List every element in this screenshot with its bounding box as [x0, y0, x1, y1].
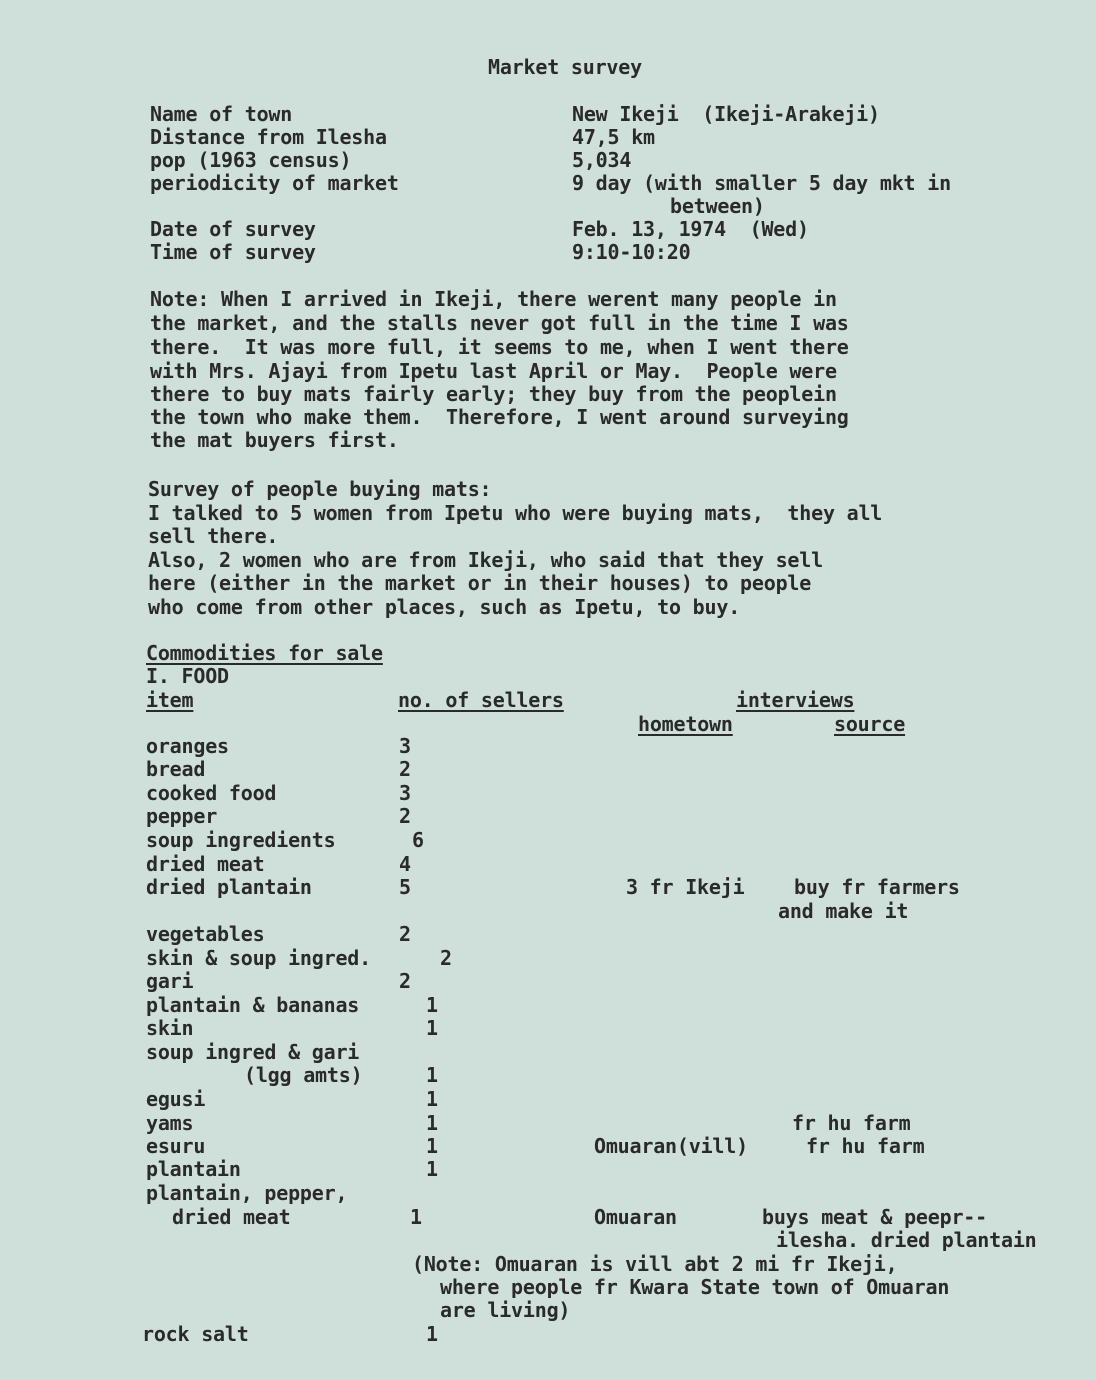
- value-periodicity-cont: between): [670, 194, 765, 218]
- row-item: plantain & bananas: [146, 993, 360, 1017]
- row-sellers: 2: [440, 946, 452, 970]
- row-item: skin: [146, 1016, 194, 1040]
- row-source-cont: ilesha. dried plantain: [776, 1228, 1037, 1252]
- mat-survey-line: I talked to 5 women from Ipetu who were buying mats, they all: [148, 501, 883, 525]
- row-sellers: 2: [399, 969, 411, 993]
- omuaran-note-line: are living): [440, 1298, 571, 1322]
- row-hometown: 3 fr Ikeji: [626, 875, 745, 899]
- col-source-header: source: [834, 712, 906, 736]
- label-distance: Distance from Ilesha: [150, 125, 387, 149]
- row-sellers: 1: [426, 1134, 438, 1158]
- label-time-of-survey: Time of survey: [150, 240, 316, 264]
- note-line: Note: When I arrived in Ikeji, there werent many people in: [150, 287, 837, 311]
- row-item: cooked food: [146, 781, 277, 805]
- row-sellers: 1: [426, 1157, 438, 1181]
- col-interviews-header: interviews: [736, 688, 855, 712]
- label-name-of-town: Name of town: [150, 102, 293, 126]
- value-time-of-survey: 9:10-10:20: [572, 240, 691, 264]
- row-item: oranges: [146, 734, 229, 758]
- row-item: dried plantain: [146, 875, 312, 899]
- mat-survey-line: here (either in the market or in their houses) to people: [148, 571, 812, 595]
- row-source: fr hu farm: [806, 1134, 925, 1158]
- value-distance: 47,5 km: [572, 125, 655, 149]
- note-line: there. It was more full, it seems to me, when I went there: [150, 335, 849, 359]
- value-name-of-town: New Ikeji (Ikeji-Arakeji): [572, 102, 880, 126]
- row-item: rock salt: [142, 1322, 249, 1346]
- note-line: the mat buyers first.: [150, 428, 399, 452]
- row-source: buy fr farmers: [794, 875, 960, 899]
- row-sellers: 1: [426, 1016, 438, 1040]
- label-population: pop (1963 census): [150, 148, 352, 172]
- row-item: egusi: [146, 1087, 206, 1111]
- row-hometown: Omuaran(vill): [594, 1134, 748, 1158]
- mat-survey-line: Survey of people buying mats:: [148, 477, 492, 501]
- row-item-cont: (lgg amts): [244, 1063, 363, 1087]
- row-source: buys meat & peepr--: [762, 1205, 987, 1229]
- row-sellers: 1: [426, 1063, 438, 1087]
- row-sellers: 5: [399, 875, 411, 899]
- row-hometown: Omuaran: [594, 1205, 677, 1229]
- document-title: Market survey: [488, 55, 642, 79]
- omuaran-note-line: (Note: Omuaran is vill abt 2 mi fr Ikeji,: [412, 1252, 898, 1276]
- row-sellers: 1: [426, 1087, 438, 1111]
- row-item: plantain: [146, 1157, 241, 1181]
- note-line: the town who make them. Therefore, I went around surveying: [150, 405, 849, 429]
- label-periodicity: periodicity of market: [150, 171, 399, 195]
- commodities-heading: Commodities for sale: [146, 641, 383, 665]
- row-sellers: 1: [426, 1322, 438, 1346]
- row-sellers: 4: [399, 852, 411, 876]
- row-item: skin & soup ingred.: [146, 946, 371, 970]
- row-item: vegetables: [146, 922, 265, 946]
- row-item: pepper: [146, 804, 218, 828]
- label-date-of-survey: Date of survey: [150, 217, 316, 241]
- row-item: soup ingredients: [146, 828, 336, 852]
- row-sellers: 3: [399, 734, 411, 758]
- col-sellers-header: no. of sellers: [398, 688, 564, 712]
- row-sellers: 6: [412, 828, 424, 852]
- value-date-of-survey: Feb. 13, 1974 (Wed): [572, 217, 809, 241]
- note-line: with Mrs. Ajayi from Ipetu last April or May. People were: [150, 359, 837, 383]
- row-item-cont: dried meat: [172, 1205, 291, 1229]
- row-item: bread: [146, 757, 206, 781]
- mat-survey-line: sell there.: [148, 524, 279, 548]
- row-item: plantain, pepper,: [146, 1181, 348, 1205]
- row-source-cont: and make it: [778, 899, 909, 923]
- row-item: esuru: [146, 1134, 206, 1158]
- col-hometown-header: hometown: [638, 712, 733, 736]
- value-population: 5,034: [572, 148, 632, 172]
- row-sellers: 2: [399, 922, 411, 946]
- row-item: dried meat: [146, 852, 265, 876]
- omuaran-note-line: where people fr Kwara State town of Omuaran: [440, 1275, 950, 1299]
- note-line: there to buy mats fairly early; they buy from the peoplein: [150, 382, 837, 406]
- note-line: the market, and the stalls never got full in the time I was: [150, 311, 849, 335]
- row-source: fr hu farm: [792, 1111, 911, 1135]
- row-sellers: 1: [426, 993, 438, 1017]
- row-item: soup ingred & gari: [146, 1040, 360, 1064]
- row-sellers: 1: [410, 1205, 422, 1229]
- row-item: gari: [146, 969, 194, 993]
- row-sellers: 3: [399, 781, 411, 805]
- section-food: I. FOOD: [146, 664, 229, 688]
- row-item: yams: [146, 1111, 194, 1135]
- mat-survey-line: who come from other places, such as Ipetu, to buy.: [148, 595, 741, 619]
- row-sellers: 2: [399, 804, 411, 828]
- value-periodicity: 9 day (with smaller 5 day mkt in: [572, 171, 951, 195]
- mat-survey-line: Also, 2 women who are from Ikeji, who said that they sell: [148, 548, 823, 572]
- col-item-header: item: [146, 688, 194, 712]
- row-sellers: 2: [399, 757, 411, 781]
- row-sellers: 1: [426, 1111, 438, 1135]
